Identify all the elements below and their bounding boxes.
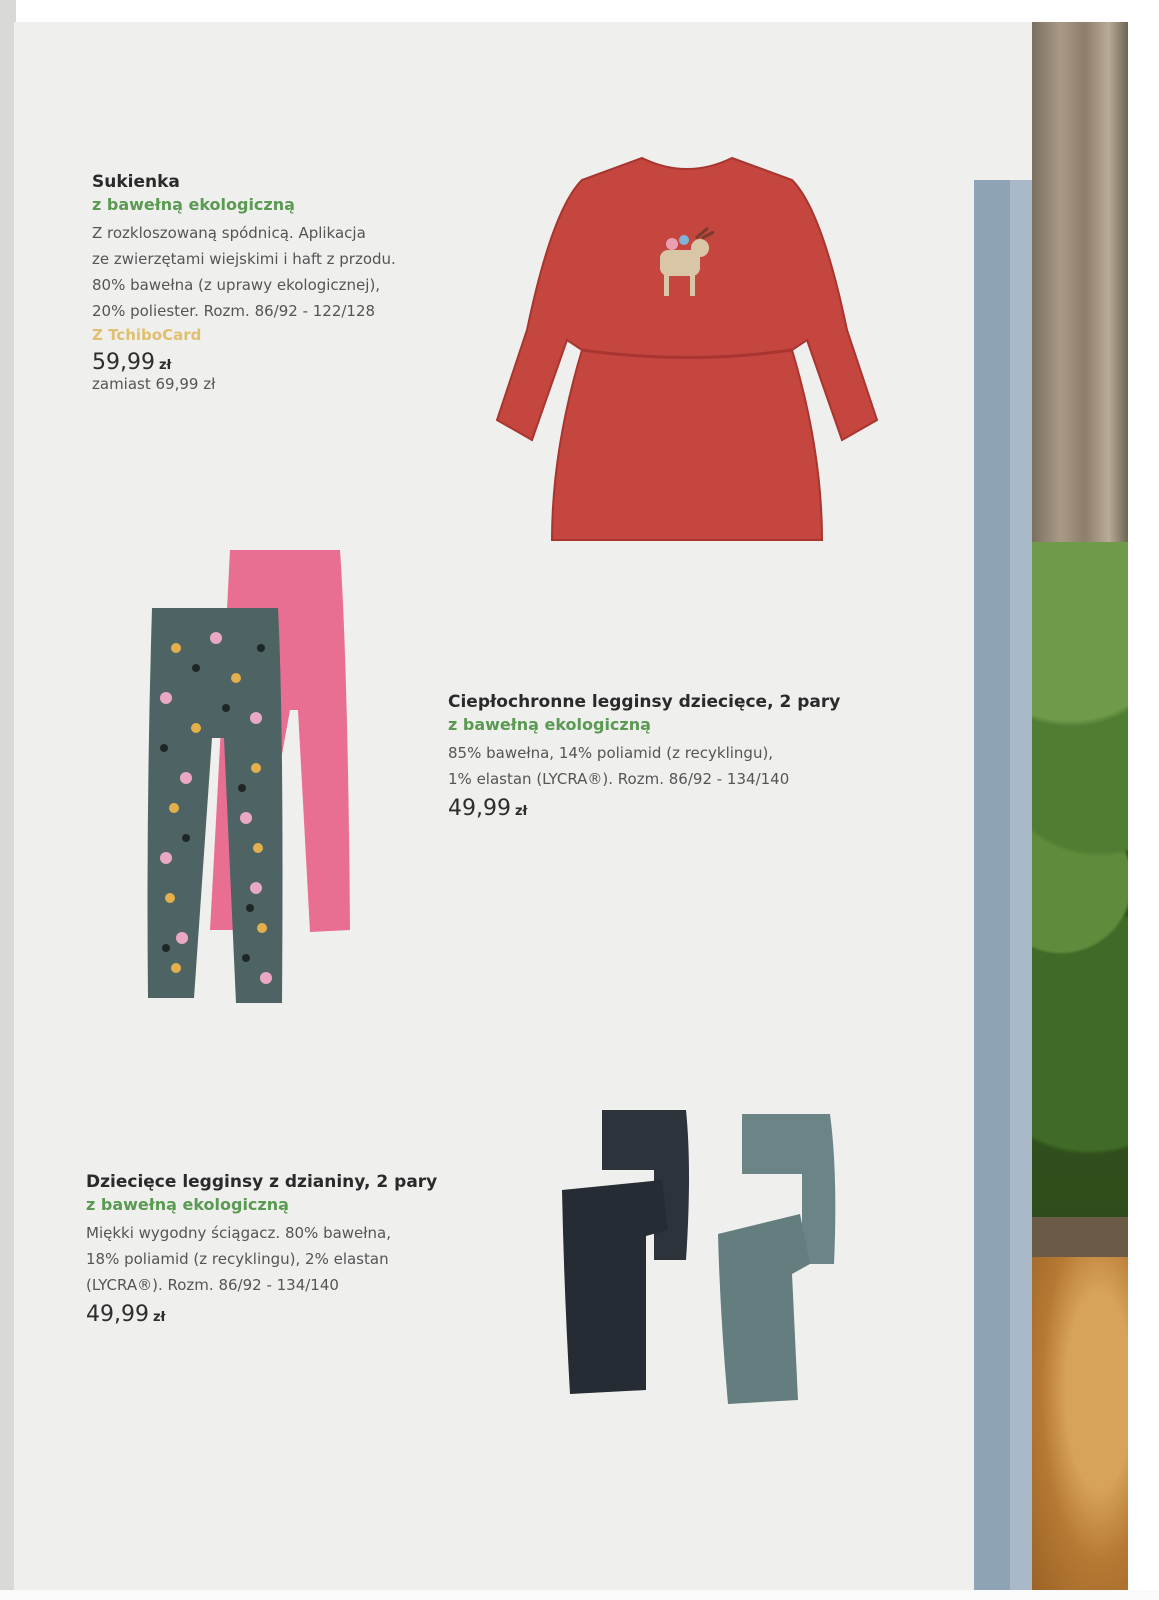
price (92, 350, 396, 375)
product-description: 85% bawełna, 14% poliamid (z recyklingu), 1% elastan (LYCRA®). Rozm. 86/92 - 134/140 (448, 744, 790, 788)
currency: zł (514, 804, 528, 819)
catalog-page (14, 22, 1128, 1590)
product-dress-info (92, 172, 396, 393)
currency: zł (152, 1310, 166, 1325)
eco-tag: z bawełną ekologiczną (86, 1195, 289, 1214)
fox-fur (1032, 1257, 1128, 1590)
grey-teal-leggings-image (718, 1114, 840, 1406)
price (86, 1302, 437, 1327)
eco-tag: z bawełną ekologiczną (92, 195, 295, 214)
price-value: 49,99 (448, 796, 511, 821)
product-warm-leggings-info (448, 692, 840, 821)
price (448, 796, 840, 821)
price-value: 49,99 (86, 1302, 149, 1327)
currency: zł (158, 358, 172, 373)
product-title: Dziecięce legginsy z dzianiny, 2 pary (86, 1172, 438, 1192)
navy-leggings-image (562, 1110, 696, 1398)
product-title: Ciepłochronne legginsy dziecięce, 2 pary (448, 692, 841, 712)
product-knit-leggings-info (86, 1172, 437, 1327)
nettle-leaves (1032, 542, 1128, 1222)
blue-band-inner (1010, 180, 1032, 1590)
dress-image (492, 150, 882, 550)
page-edge-bottom (0, 1590, 1159, 1600)
ground (1032, 1217, 1128, 1257)
tree-bark (1032, 22, 1128, 582)
product-description: Miękki wygodny ściągacz. 80% bawełna, 18% poliamid (z recyklingu), 2% elastan (LYCRA®). Rozm. 86/92 - 134/140 (86, 1224, 392, 1294)
old-price: zamiast 69,99 zł (92, 375, 216, 393)
tchibocard-label: Z TchiboCard (92, 326, 202, 344)
eco-tag: z bawełną ekologiczną (448, 715, 651, 734)
product-description: Z rozkloszowaną spódnicą. Aplikacja ze zwierzętami wiejskimi i haft z przodu. 80% bawełna (z uprawy ekologicznej), 20% poliester. Rozm. 86/92 - 122/128 (92, 224, 396, 320)
product-title: Sukienka (92, 172, 180, 192)
price-value: 59,99 (92, 350, 155, 375)
teal-print-leggings-image (146, 608, 286, 1008)
forest-photo (1032, 22, 1128, 1590)
